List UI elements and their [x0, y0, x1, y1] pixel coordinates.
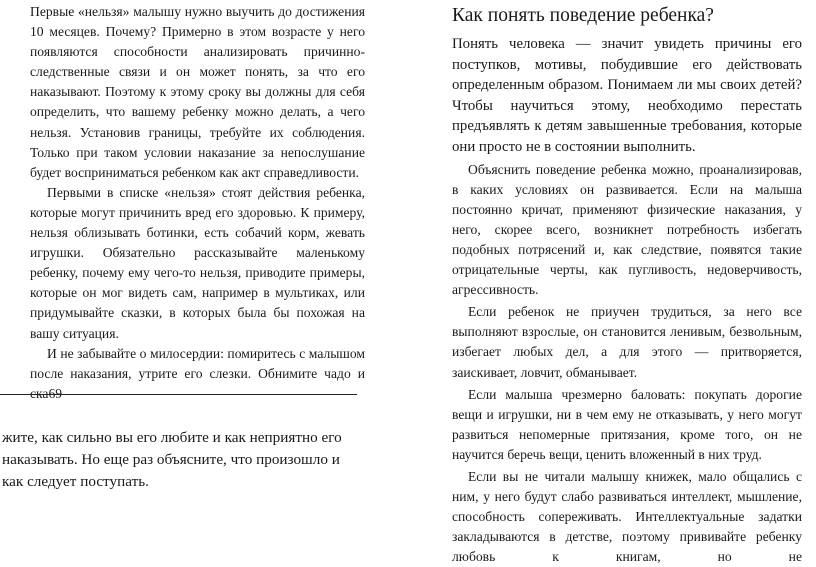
- left-column: [30, 2, 365, 404]
- section-heading: Как понять поведение ребенка?: [452, 5, 714, 26]
- right-paragraph-4: Если вы не читали малышу книжек, мало общались с ним, у него будут слабо развиваться интеллект, мышление, способность сопереживать. Интеллектуальные задатки закладываются в детстве, поэтому прививайте ребенку любовь к книгам, но не: [452, 468, 802, 565]
- right-paragraph-1: Объяснить поведение ребенка можно, проанализировав, в каких условиях он развивается. Если на малыша постоянно кричат, применяют физические наказания, у него, скорее всего, возникнет потребность избегать подобных потрясений и, как следствие, появятся такие отрицательные черты, как пугливость, недоверчивость, агрессивность.: [452, 161, 802, 298]
- left-paragraph-1: Первые «нельзя» малышу нужно выучить до достижения 10 месяцев. Почему? Примерно в этом возрасте у него появляются способности анализировать причинно-следственные связи и он может понять, за что его наказывают. Поэтому к этому сроку вы должны для себя определить, что вашему ребенку можно делать, а чего нельзя. Установив границы, требуйте их соблюдения. Только при таком условии наказание за непослушание будет восприниматься ребенком как акт справедливости.: [30, 4, 365, 180]
- intro-paragraph: Понять человека — значит увидеть причины его поступков, мотивы, побудившие его действовать определенным образом. Понимаем ли мы своих детей? Чтобы научиться этому, необходимо перестать предъявлять к детям завышенные требования, которые они просто не в состоянии выполнить.: [452, 36, 802, 155]
- fragment-line-3: как следует поступать.: [2, 473, 149, 490]
- left-paragraph-2: Первыми в списке «нельзя» стоят действия ребенка, которые могут причинить вред его здоровью. К примеру, нельзя облизывать ботинки, есть собачий корм, жевать игрушки. Обязательно рассказывайте маленькому ребенку, почему ему чего-то нельзя, приводите примеры, которые он мог видеть сам, например в мультиках, или придумывайте сказки, в которых была бы похожая на вашу ситуация.: [30, 184, 365, 341]
- right-paragraph-2: Если ребенок не приучен трудиться, за него все выполняют взрослые, он становится ленивым, безвольным, избегает любых дел, а для этого — притворяется, заискивает, ловчит, обманывает.: [452, 304, 802, 380]
- page-separator-line: [0, 394, 357, 395]
- fragment-line-2: наказывать. Но еще раз объясните, что произошло и: [2, 451, 340, 468]
- fragment-line-1: жите, как сильно вы его любите и как неприятно его: [2, 429, 342, 446]
- right-column: [452, 0, 802, 567]
- right-paragraph-3: Если малыша чрезмерно баловать: покупать дорогие вещи и игрушки, ни в чем ему не отказывать, у него могут развиться непомерные притязания, кроме того, он не научится беречь вещи, ценить вложенный в них труд.: [452, 386, 802, 462]
- left-paragraph-3: И не забывайте о милосердии: помиритесь с малышом после наказания, утрите его слезки. Обнимите чадо и ска69: [30, 345, 365, 401]
- next-page-fragment: [2, 427, 362, 493]
